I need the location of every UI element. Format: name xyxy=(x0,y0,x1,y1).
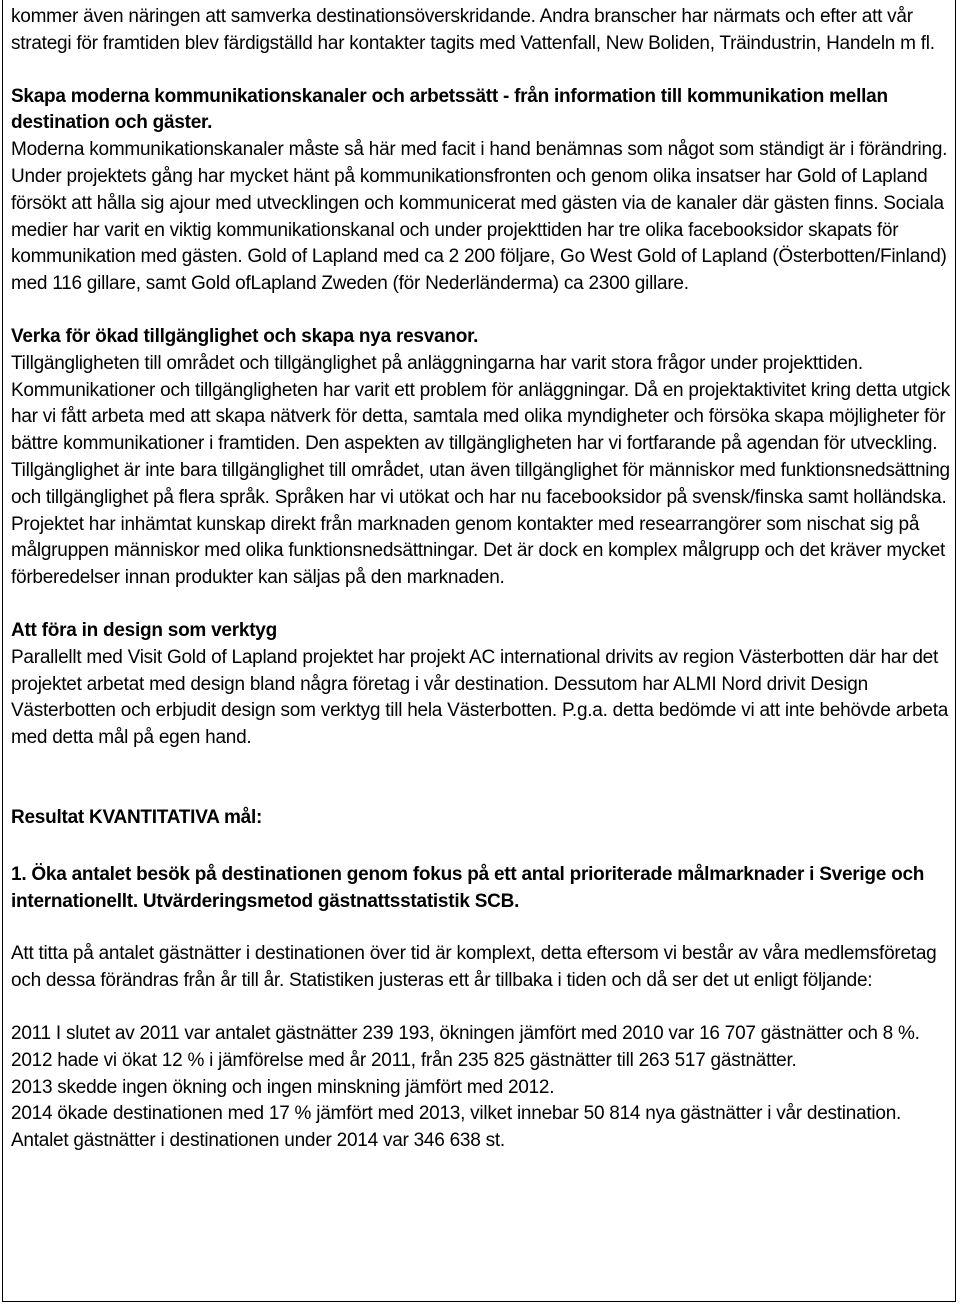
accessibility-heading: Verka för ökad tillgänglighet och skapa nya resvanor. xyxy=(11,325,479,347)
intro-paragraph: kommer även näringen att samverka destinationsöverskridande. Andra branscher har närmats och efter att vår strategi för framtiden blev färdigställd har kontakter tagits med Vattenfall, New Boliden, Träindustrin, Handeln m fl. xyxy=(11,6,935,54)
stat-2013: 2013 skedde ingen ökning och ingen minskning jämfört med 2012. xyxy=(11,1076,555,1098)
document-body xyxy=(11,4,951,1155)
stat-2011: 2011 I slutet av 2011 var antalet gästnätter 239 193, ökningen jämfört med 2010 var 16 707 gästnätter och 8 %. xyxy=(11,1022,920,1044)
results-heading: Resultat KVANTITATIVA mål: xyxy=(11,806,263,828)
design-heading: Att föra in design som verktyg xyxy=(11,619,277,641)
communication-body: Moderna kommunikationskanaler måste så här med facit i hand benämnas som något som ständigt är i förändring. Under projektets gång har mycket hänt på kommunikationsfronten och genom olika insatser har Gold of Lapland försökt att hålla sig ajour med utvecklingen och kommunicerat med gästen via de kanaler där gästen finns. Sociala medier har varit en viktig kommunikationskanal och under projekttiden har tre olika facebooksidor skapats för kommunikation med gästen. Gold of Lapland med ca 2 200 följare, Go West Gold of Lapland (Österbotten/Finland) med 116 gillare, samt Gold ofLapland Zweden (för Nederländerma) ca 2300 gillare. xyxy=(11,139,948,295)
design-body: Parallellt med Visit Gold of Lapland projektet har projekt AC international drivits av region Västerbotten där har det projektet arbetat med design bland några företag i vår destination. Dessutom har ALMI Nord drivit Design Västerbotten och erbjudit design som verktyg till hela Västerbotten. P.g.a. detta bedömde vi att inte behövde arbeta med detta mål på egen hand. xyxy=(11,646,949,749)
goal-heading: 1. Öka antalet besök på destinationen genom fokus på ett antal prioriterade målmarknader i Sverige och internationellt. Utvärderingsmetod gästnattsstatistik SCB. xyxy=(11,863,925,912)
communication-heading: Skapa moderna kommunikationskanaler och arbetssätt - från information till kommunikation mellan destination och gäster. xyxy=(11,85,888,134)
stats-list xyxy=(11,1021,951,1155)
stat-2014: 2014 ökade destinationen med 17 % jämfört med 2013, vilket innebar 50 814 nya gästnätter i vår destination. Antalet gästnätter i destinationen under 2014 var 346 638 st. xyxy=(11,1103,902,1152)
stat-2012: 2012 hade vi ökat 12 % i jämförelse med år 2011, från 235 825 gästnätter till 263 517 gästnätter. xyxy=(11,1049,797,1071)
accessibility-body: Tillgängligheten till området och tillgänglighet på anläggningarna har varit stora frågor under projekttiden. Kommunikationer och tillgängligheten har varit ett problem för anläggningar. Då en projektaktivitet kring detta utgick har vi fått arbeta med att skapa nätverk för detta, samtala med olika myndigheter och försöka skapa möjligheter för bättre kommunikationer i framtiden. Den aspekten av tillgängligheten har vi fortfarande på agendan för utveckling. Tillgänglighet är inte bara tillgänglighet till området, utan även tillgänglighet för människor med funktionsnedsättning och tillgänglighet på flera språk. Språken har vi utökat och har nu facebooksidor på svensk/finska samt holländska. Projektet har inhämtat kunskap direkt från marknaden genom kontakter med researrangörer som nischat sig på målgruppen människor med olika funktionsnedsättningar. Det är dock en komplex målgrupp och det kräver mycket förberedelser innan produkter kan säljas på den marknaden. xyxy=(11,352,950,589)
results-intro: Att titta på antalet gästnätter i destinationen över tid är komplext, detta eftersom vi består av våra medlemsföretag och dessa förändras från år till år. Statistiken justeras ett år tillbaka i tiden och då ser det ut enligt följande: xyxy=(11,943,937,992)
